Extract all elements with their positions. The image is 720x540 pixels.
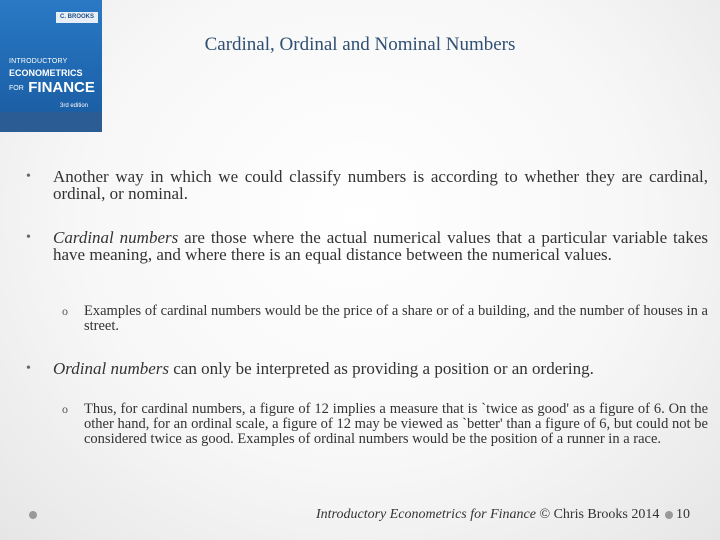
footer-book-title: Introductory Econometrics for Finance — [316, 507, 536, 522]
sub-bullet-mark: o — [62, 304, 68, 318]
cover-for: FOR — [9, 85, 24, 92]
bullet-text-body: Another way in which we could classify numbers is according to whether they are cardinal, ordinal, or nominal. — [53, 167, 708, 203]
sub-bullet-mark: o — [62, 402, 68, 416]
bullet-text-body: are those where the actual numerical values that a particular variable takes have meaning, and where there is an equal distance between the numerical values. — [53, 228, 708, 264]
footer-dot-left — [29, 511, 37, 519]
bullet-mark: • — [26, 169, 31, 184]
bullet-emphasis: Ordinal numbers — [53, 359, 170, 378]
bullet-item — [26, 229, 708, 263]
cover-title-line3 — [9, 79, 95, 97]
cover-finance: FINANCE — [28, 79, 95, 96]
sub-bullet-item — [62, 402, 708, 447]
cover-title-line2: ECONOMETRICS — [9, 68, 83, 78]
bullet-text — [53, 229, 708, 263]
sub-bullet-item — [62, 304, 708, 334]
cover-author-badge: C. BROOKS — [56, 12, 98, 23]
bullet-item — [26, 360, 708, 377]
book-cover-image — [0, 0, 102, 132]
slide-title: Cardinal, Ordinal and Nominal Numbers — [204, 34, 516, 55]
footer-copyright: © Chris Brooks 2014 — [535, 507, 660, 522]
footer-dot-right — [665, 511, 673, 519]
page-number: 10 — [676, 507, 690, 522]
bullet-text — [53, 360, 708, 377]
bullet-text-body: can only be interpreted as providing a position or an ordering. — [169, 359, 594, 378]
bullet-emphasis: Cardinal numbers — [53, 228, 179, 247]
sub-bullet-text: Thus, for cardinal numbers, a figure of 12 implies a measure that is `twice as good' as a figure of 6. On the other hand, for an ordinal scale, a figure of 12 may be viewed as `better' than a figure of 6, but could not be considered twice as good. Examples of ordinal numbers would be the position of a runner in a race. — [84, 401, 708, 447]
bullet-text — [53, 168, 708, 202]
cover-edition: 3rd edition — [60, 103, 89, 109]
bullet-mark: • — [26, 230, 31, 245]
footer-citation — [316, 507, 659, 523]
sub-bullet-text: Examples of cardinal numbers would be the price of a share or of a building, and the number of houses in a street. — [84, 303, 708, 334]
bullet-mark: • — [26, 361, 31, 376]
cover-bottom-band — [0, 112, 102, 132]
bullet-item — [26, 168, 708, 202]
cover-title-line1: INTRODUCTORY — [9, 58, 68, 65]
